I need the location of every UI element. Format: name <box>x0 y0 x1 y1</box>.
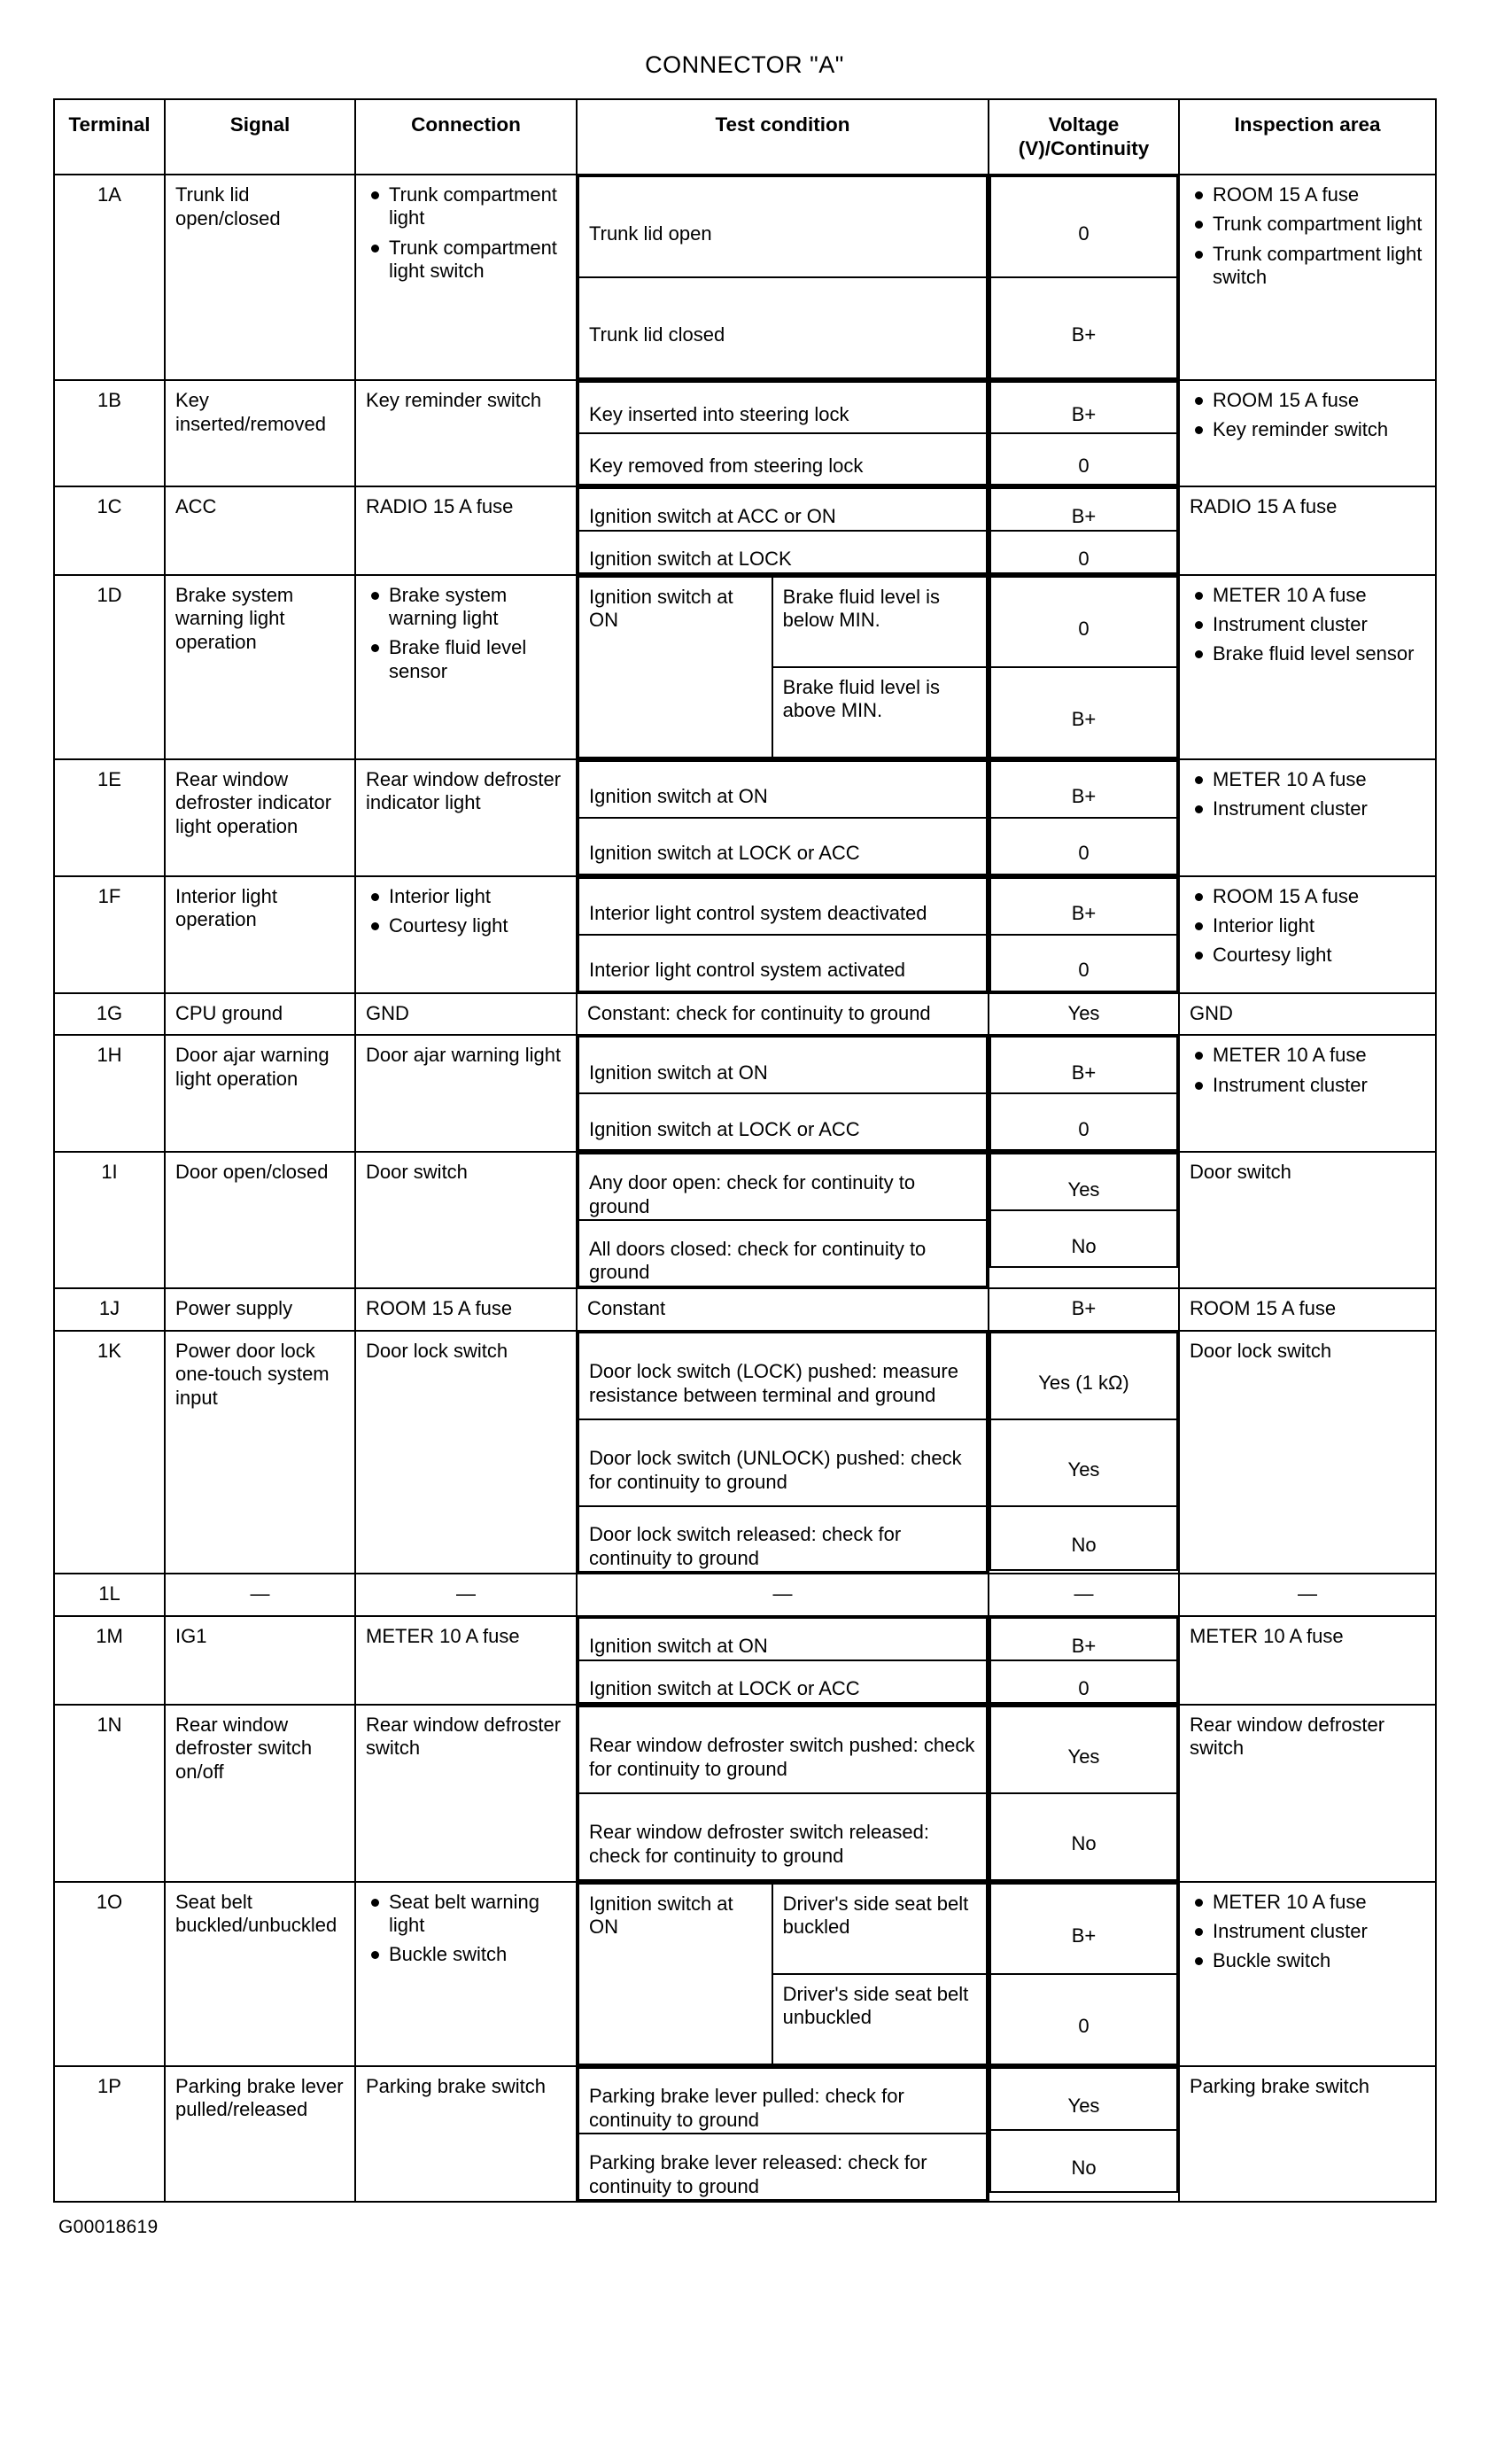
cell-voltage <box>989 575 1179 759</box>
table-row <box>54 876 1436 993</box>
cell-inspection-area: METER 10 A fuse <box>1179 1616 1436 1705</box>
test-condition-text: Trunk lid open <box>589 222 712 245</box>
table-row <box>54 759 1436 876</box>
connection-bullet-list <box>366 1891 566 1967</box>
cell-connection: — <box>355 1574 577 1616</box>
table-row <box>54 1152 1436 1287</box>
cell-voltage <box>989 993 1179 1036</box>
cell-connection: Door ajar warning light <box>355 1035 577 1152</box>
cell-inspection-area: Rear window defroster switch <box>1179 1705 1436 1882</box>
cell-inspection-area <box>1179 380 1436 486</box>
test-condition-text: Door lock switch released: check for continuity to ground <box>589 1523 902 1569</box>
voltage-value: B+ <box>1071 1924 1097 1947</box>
test-condition-text: Constant: check for continuity to ground <box>587 1001 931 1024</box>
column-header-connection <box>355 99 577 175</box>
cell-connection: GND <box>355 993 577 1036</box>
cell-test-condition <box>577 175 989 380</box>
cell-test-condition <box>577 1705 989 1882</box>
cell-terminal: 1O <box>54 1882 165 2066</box>
voltage-value: 0 <box>1078 959 1090 982</box>
voltage-value: 0 <box>1078 1677 1090 1700</box>
test-condition-text: Driver's side seat belt buckled <box>782 1892 969 1939</box>
test-condition-shared: Ignition switch at ON <box>578 1884 772 2064</box>
cell-signal: Key inserted/removed <box>165 380 355 486</box>
inspection-bullet-list <box>1190 1044 1425 1097</box>
cell-test-condition <box>577 575 989 759</box>
column-header-terminal <box>54 99 165 175</box>
cell-inspection-area: GND <box>1179 993 1436 1036</box>
cell-terminal: 1G <box>54 993 165 1036</box>
table-header-row <box>54 99 1436 175</box>
test-condition-text: Trunk lid closed <box>589 323 725 346</box>
cell-voltage <box>989 380 1179 486</box>
cell-voltage <box>989 759 1179 876</box>
cell-inspection-area: Parking brake switch <box>1179 2066 1436 2202</box>
cell-terminal: 1B <box>54 380 165 486</box>
test-condition-text: Ignition switch at LOCK or ACC <box>589 842 860 865</box>
test-condition-text: Driver's side seat belt unbuckled <box>782 1982 969 2029</box>
list-item: Instrument cluster <box>1213 1920 1425 1943</box>
table-row <box>54 175 1436 380</box>
cell-voltage <box>989 1616 1179 1705</box>
cell-terminal: 1I <box>54 1152 165 1287</box>
cell-terminal: 1F <box>54 876 165 993</box>
cell-connection: RADIO 15 A fuse <box>355 486 577 575</box>
cell-voltage <box>989 1288 1179 1331</box>
cell-connection <box>355 876 577 993</box>
voltage-value: No <box>1071 1234 1097 1257</box>
cell-terminal: 1J <box>54 1288 165 1331</box>
cell-connection: Rear window defroster switch <box>355 1705 577 1882</box>
table-row <box>54 2066 1436 2202</box>
cell-signal: Seat belt buckled/unbuckled <box>165 1882 355 2066</box>
cell-test-condition <box>577 1331 989 1574</box>
inspection-bullet-list <box>1190 768 1425 821</box>
cell-terminal: 1C <box>54 486 165 575</box>
cell-terminal: 1E <box>54 759 165 876</box>
cell-voltage <box>989 1705 1179 1882</box>
list-item: Seat belt warning light <box>389 1891 566 1938</box>
cell-inspection-area: — <box>1179 1574 1436 1616</box>
list-item: METER 10 A fuse <box>1213 584 1425 607</box>
cell-inspection-area <box>1179 175 1436 380</box>
test-condition-text: Ignition switch at LOCK <box>589 548 792 571</box>
cell-signal: Rear window defroster switch on/off <box>165 1705 355 1882</box>
test-condition-text: Brake fluid level is above MIN. <box>782 675 940 722</box>
cell-terminal: 1L <box>54 1574 165 1616</box>
test-condition-text: Ignition switch at LOCK or ACC <box>589 1677 860 1700</box>
voltage-value: B+ <box>1071 403 1097 426</box>
cell-connection: Key reminder switch <box>355 380 577 486</box>
cell-voltage <box>989 2066 1179 2202</box>
cell-test-condition <box>577 993 989 1036</box>
cell-connection: Parking brake switch <box>355 2066 577 2202</box>
column-header-test-condition-label: Test condition <box>715 113 850 136</box>
cell-test-condition <box>577 1035 989 1152</box>
list-item: Brake fluid level sensor <box>389 636 566 683</box>
voltage-value: Yes <box>1067 1001 1100 1024</box>
cell-inspection-area <box>1179 1035 1436 1152</box>
cell-connection: ROOM 15 A fuse <box>355 1288 577 1331</box>
inspection-bullet-list <box>1190 1891 1425 1973</box>
cell-connection <box>355 175 577 380</box>
cell-connection: METER 10 A fuse <box>355 1616 577 1705</box>
cell-signal: — <box>165 1574 355 1616</box>
list-item: Interior light <box>1213 914 1425 937</box>
connection-bullet-list <box>366 183 566 284</box>
column-header-voltage-line1: Voltage <box>1048 113 1120 136</box>
voltage-value: 0 <box>1078 618 1090 641</box>
cell-test-condition <box>577 1288 989 1331</box>
cell-inspection-area: Door switch <box>1179 1152 1436 1287</box>
list-item: Interior light <box>389 885 566 908</box>
list-item: ROOM 15 A fuse <box>1213 389 1425 412</box>
table-row <box>54 575 1436 759</box>
column-header-terminal-label: Terminal <box>68 113 151 136</box>
test-condition-text: Door lock switch (LOCK) pushed: measure resistance between terminal and ground <box>589 1359 958 1406</box>
cell-terminal: 1N <box>54 1705 165 1882</box>
cell-voltage <box>989 486 1179 575</box>
table-row <box>54 486 1436 575</box>
cell-signal: Power door lock one-touch system input <box>165 1331 355 1574</box>
cell-terminal: 1A <box>54 175 165 380</box>
column-header-connection-label: Connection <box>411 113 521 136</box>
list-item: Courtesy light <box>389 914 566 937</box>
test-condition-text: Interior light control system activated <box>589 959 906 982</box>
list-item: Trunk compartment light <box>389 183 566 230</box>
cell-signal: Power supply <box>165 1288 355 1331</box>
cell-voltage <box>989 1574 1179 1616</box>
test-condition-text: Any door open: check for continuity to ground <box>589 1170 916 1217</box>
table-row <box>54 1331 1436 1574</box>
figure-code: G00018619 <box>58 2216 159 2237</box>
table-row <box>54 1616 1436 1705</box>
table-row <box>54 1705 1436 1882</box>
cell-test-condition <box>577 380 989 486</box>
test-condition-text: Constant <box>587 1296 666 1319</box>
inspection-bullet-list <box>1190 584 1425 666</box>
test-condition-text: Brake fluid level is below MIN. <box>782 585 940 632</box>
list-item: Key reminder switch <box>1213 418 1425 441</box>
cell-voltage <box>989 876 1179 993</box>
list-item: Brake fluid level sensor <box>1213 642 1425 665</box>
cell-inspection-area <box>1179 876 1436 993</box>
inspection-bullet-list <box>1190 885 1425 968</box>
list-item: Trunk compartment light switch <box>389 237 566 284</box>
column-header-inspection-area-label: Inspection area <box>1234 113 1381 136</box>
list-item: METER 10 A fuse <box>1213 1044 1425 1067</box>
list-item: ROOM 15 A fuse <box>1213 885 1425 908</box>
list-item: ROOM 15 A fuse <box>1213 183 1425 206</box>
cell-test-condition <box>577 1616 989 1705</box>
cell-connection: Door lock switch <box>355 1331 577 1574</box>
cell-terminal: 1P <box>54 2066 165 2202</box>
test-condition-text: Ignition switch at ON <box>589 1635 768 1658</box>
voltage-value: 0 <box>1078 2015 1090 2038</box>
column-header-voltage-line2: (V)/Continuity <box>1018 137 1150 160</box>
cell-terminal: 1H <box>54 1035 165 1152</box>
cell-signal: Door open/closed <box>165 1152 355 1287</box>
test-condition-text: Parking brake lever pulled: check for continuity to ground <box>589 2085 904 2131</box>
cell-voltage <box>989 1152 1179 1287</box>
connector-a-table <box>53 98 1437 2203</box>
cell-voltage <box>989 175 1179 380</box>
test-condition-text: Ignition switch at ON <box>589 785 768 808</box>
test-condition-text: Ignition switch at ON <box>589 1061 768 1084</box>
test-condition-text: Key inserted into steering lock <box>589 403 849 426</box>
inspection-bullet-list <box>1190 183 1425 290</box>
test-condition-text: Ignition switch at LOCK or ACC <box>589 1117 860 1140</box>
cell-test-condition <box>577 1882 989 2066</box>
table-row <box>54 1574 1436 1616</box>
cell-terminal: 1D <box>54 575 165 759</box>
cell-signal: ACC <box>165 486 355 575</box>
test-condition-shared: Ignition switch at ON <box>578 577 772 758</box>
list-item: METER 10 A fuse <box>1213 1891 1425 1914</box>
cell-inspection-area: ROOM 15 A fuse <box>1179 1288 1436 1331</box>
inspection-bullet-list <box>1190 389 1425 442</box>
cell-signal: Interior light operation <box>165 876 355 993</box>
cell-voltage <box>989 1882 1179 2066</box>
list-item: Buckle switch <box>389 1943 566 1966</box>
cell-signal: IG1 <box>165 1616 355 1705</box>
voltage-value: B+ <box>1071 323 1097 346</box>
cell-test-condition <box>577 486 989 575</box>
connection-bullet-list <box>366 885 566 938</box>
voltage-value: B+ <box>1071 1296 1097 1319</box>
voltage-value: 0 <box>1078 455 1090 478</box>
list-item: METER 10 A fuse <box>1213 768 1425 791</box>
voltage-value: Yes <box>1067 2095 1100 2118</box>
voltage-value: B+ <box>1071 708 1097 731</box>
cell-inspection-area <box>1179 1882 1436 2066</box>
list-item: Trunk compartment light switch <box>1213 243 1425 290</box>
voltage-value: No <box>1071 1832 1097 1855</box>
cell-signal: Rear window defroster indicator light operation <box>165 759 355 876</box>
cell-signal: Door ajar warning light operation <box>165 1035 355 1152</box>
cell-voltage <box>989 1331 1179 1574</box>
cell-connection <box>355 1882 577 2066</box>
column-header-signal-label: Signal <box>229 113 291 136</box>
test-condition-text: Rear window defroster switch released: check for continuity to ground <box>589 1820 929 1867</box>
voltage-value: No <box>1071 1534 1097 1557</box>
voltage-value: 0 <box>1078 842 1090 865</box>
cell-test-condition <box>577 876 989 993</box>
cell-terminal: 1K <box>54 1331 165 1574</box>
voltage-value: B+ <box>1071 785 1097 808</box>
table-row <box>54 380 1436 486</box>
voltage-value: B+ <box>1071 505 1097 528</box>
test-condition-text: Parking brake lever released: check for continuity to ground <box>589 2150 927 2197</box>
test-condition-text: — <box>772 1582 793 1605</box>
cell-connection <box>355 575 577 759</box>
list-item: Courtesy light <box>1213 944 1425 967</box>
table-row <box>54 993 1436 1036</box>
table-row <box>54 1035 1436 1152</box>
voltage-value: Yes <box>1067 1458 1100 1481</box>
page-title: CONNECTOR "A" <box>645 51 844 78</box>
list-item: Instrument cluster <box>1213 1074 1425 1097</box>
table-row <box>54 1288 1436 1331</box>
voltage-value: Yes (1 kΩ) <box>1038 1372 1129 1395</box>
column-header-voltage <box>989 99 1179 175</box>
test-condition-text: Key removed from steering lock <box>589 455 864 478</box>
cell-signal: Trunk lid open/closed <box>165 175 355 380</box>
voltage-value: Yes <box>1067 1178 1100 1201</box>
cell-inspection-area <box>1179 759 1436 876</box>
list-item: Instrument cluster <box>1213 797 1425 820</box>
cell-test-condition <box>577 1152 989 1287</box>
list-item: Instrument cluster <box>1213 613 1425 636</box>
column-header-test-condition <box>577 99 989 175</box>
voltage-value: B+ <box>1071 902 1097 925</box>
cell-connection: Rear window defroster indicator light <box>355 759 577 876</box>
test-condition-text: Ignition switch at ACC or ON <box>589 505 836 528</box>
voltage-value: B+ <box>1071 1061 1097 1084</box>
voltage-value: 0 <box>1078 222 1090 245</box>
cell-voltage <box>989 1035 1179 1152</box>
cell-signal: Brake system warning light operation <box>165 575 355 759</box>
voltage-value: B+ <box>1071 1635 1097 1658</box>
column-header-inspection-area <box>1179 99 1436 175</box>
cell-connection: Door switch <box>355 1152 577 1287</box>
cell-test-condition <box>577 1574 989 1616</box>
voltage-value: No <box>1071 2157 1097 2180</box>
cell-inspection-area: RADIO 15 A fuse <box>1179 486 1436 575</box>
list-item: Trunk compartment light <box>1213 213 1425 236</box>
connection-bullet-list <box>366 584 566 684</box>
cell-inspection-area: Door lock switch <box>1179 1331 1436 1574</box>
test-condition-text: Rear window defroster switch pushed: check for continuity to ground <box>589 1733 975 1780</box>
cell-terminal: 1M <box>54 1616 165 1705</box>
table-row <box>54 1882 1436 2066</box>
cell-inspection-area <box>1179 575 1436 759</box>
column-header-signal <box>165 99 355 175</box>
test-condition-text: Interior light control system deactivated <box>589 902 927 925</box>
voltage-value: Yes <box>1067 1745 1100 1768</box>
voltage-value: 0 <box>1078 1117 1090 1140</box>
cell-signal: CPU ground <box>165 993 355 1036</box>
voltage-value: 0 <box>1078 548 1090 571</box>
test-condition-text: Door lock switch (UNLOCK) pushed: check for continuity to ground <box>589 1446 962 1493</box>
list-item: Buckle switch <box>1213 1949 1425 1972</box>
test-condition-text: All doors closed: check for continuity to ground <box>589 1237 927 1284</box>
cell-test-condition <box>577 759 989 876</box>
voltage-value: — <box>1074 1582 1094 1605</box>
cell-test-condition <box>577 2066 989 2202</box>
list-item: Brake system warning light <box>389 584 566 631</box>
cell-signal: Parking brake lever pulled/released <box>165 2066 355 2202</box>
